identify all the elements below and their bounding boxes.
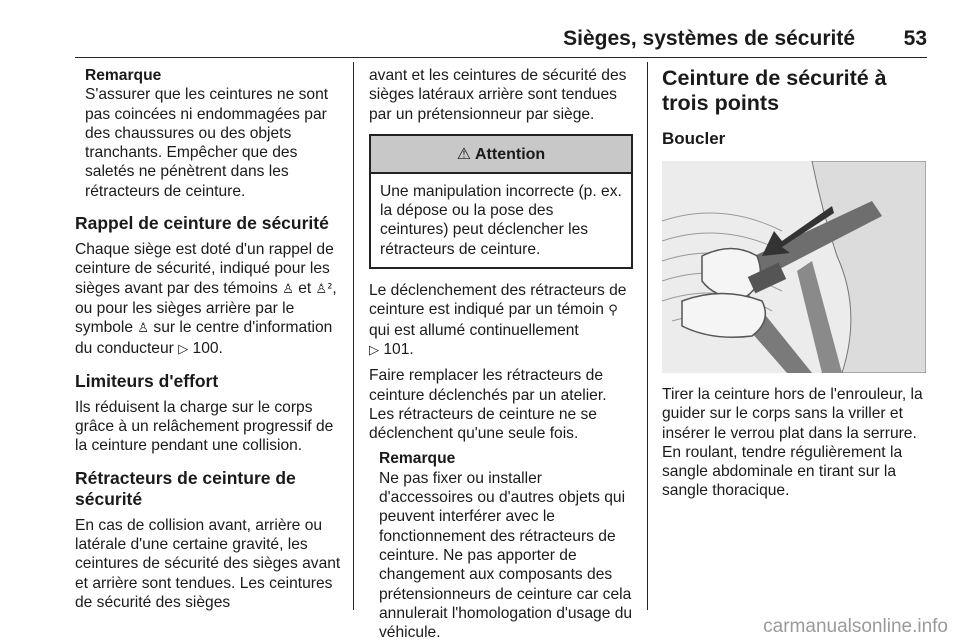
deployment-text-part: qui est allumé continuellement <box>369 321 579 339</box>
column-1 <box>75 66 343 612</box>
page-reference: 101. <box>383 340 414 358</box>
subheading-buckle: Boucler <box>662 129 726 148</box>
section-heading-pretensioners: Rétracteurs de ceinture de sécurité <box>75 467 296 509</box>
replace-text: Faire remplacer les rétracteurs de ceinture déclenchés par un atelier. Les rétracteurs de ceinture ne se déclenchent qu'une seule fois. <box>369 367 607 443</box>
seatbelt-icon: ♙ <box>137 321 150 337</box>
seatbelt-2-icon: ♙² <box>315 281 333 297</box>
pretensioners-text: En cas de collision avant, arrière ou latérale d'une certaine gravité, les ceintures de sécurité des sièges avant et arrière sont tendues. Les ceintures de sécurité des sièges <box>75 516 341 611</box>
pretensioner-icon: ⚲ <box>608 303 618 319</box>
column-divider <box>353 62 354 610</box>
page-number: 53 <box>903 27 927 50</box>
buckle-illustration <box>662 161 926 373</box>
reminder-text-part: sur le centre d'information du conducteur <box>75 319 333 357</box>
page-header <box>75 24 927 54</box>
reminder-text <box>75 240 343 359</box>
note-text: S'assurer que les ceintures ne sont pas coincées ni endommagées par des chaussures ou des objets tranchants. Empêcher que des saletés ne pénètrent dans les rétracteurs de ceinture. <box>85 86 329 200</box>
buckle-instructions: Tirer la ceinture hors de l'enrouleur, la guider sur le corps sans la vriller et insérer le verrou plat dans la serrure. En roulant, tendre régulièrement la sangle abdominale en tirant sur la sangle thoracique. <box>662 386 923 500</box>
buckle-illustration-drawing <box>662 161 926 373</box>
page-reference: 100. <box>192 339 223 357</box>
watermark: carmanualsonline.info <box>763 616 948 637</box>
note-box <box>75 66 343 201</box>
reference-arrow-icon: ▷ <box>369 342 379 358</box>
deployment-text-part: Le déclenchement des rétracteurs de ceinture est indiqué par un témoin <box>369 282 627 319</box>
warning-box <box>369 134 633 269</box>
warning-triangle-icon: ⚠ <box>456 143 472 163</box>
warning-text: Une manipulation incorrecte (p. ex. la dépose ou la pose des ceintures) peut déclencher les rétracteurs de ceinture. <box>380 182 622 258</box>
reminder-text-part: Chaque siège est doté d'un rappel de ceinture de sécurité, indiqué pour les sièges avant par des témoins <box>75 241 334 297</box>
seatbelt-icon: ♙ <box>282 281 294 297</box>
warning-header <box>371 136 631 174</box>
note-box-2 <box>369 449 633 642</box>
column-divider <box>647 62 648 610</box>
column-3 <box>662 66 928 501</box>
note-title: Remarque <box>85 67 162 84</box>
warning-title: Attention <box>475 145 546 163</box>
section-heading-limiters: Limiteurs d'effort <box>75 370 219 391</box>
column-2 <box>369 66 633 642</box>
pretensioners-text-continued: avant et les ceintures de sécurité des sièges latéraux arrière sont tendues par un prétensionneur par siège. <box>369 67 627 123</box>
section-heading-reminder: Rappel de ceinture de sécurité <box>75 213 329 234</box>
page-title: Sièges, systèmes de sécurité <box>563 27 855 50</box>
limiters-text: Ils réduisent la charge sur le corps grâce à un relâchement progressif de la ceinture pendant une collision. <box>75 398 334 455</box>
header-rule <box>75 57 927 58</box>
reference-arrow-icon: ▷ <box>178 341 189 357</box>
deployment-text <box>369 281 633 360</box>
note-title: Remarque <box>379 450 456 468</box>
section-heading-three-point-belt: Ceinture de sécurité à trois points <box>662 66 887 115</box>
reminder-text-part: , ou pour les sièges arrière par le symbole <box>75 279 337 337</box>
note-text: Ne pas fixer ou installer d'accessoires ou d'autres objets qui peuvent interférer avec le fonctionnement des rétracteurs de ceinture. Ne pas apporter de changement aux composants des prétensionneurs de ceinture car cela annulerait l'homologation d'usage du véhicule. <box>379 469 633 642</box>
reminder-text-part: et <box>298 279 312 297</box>
